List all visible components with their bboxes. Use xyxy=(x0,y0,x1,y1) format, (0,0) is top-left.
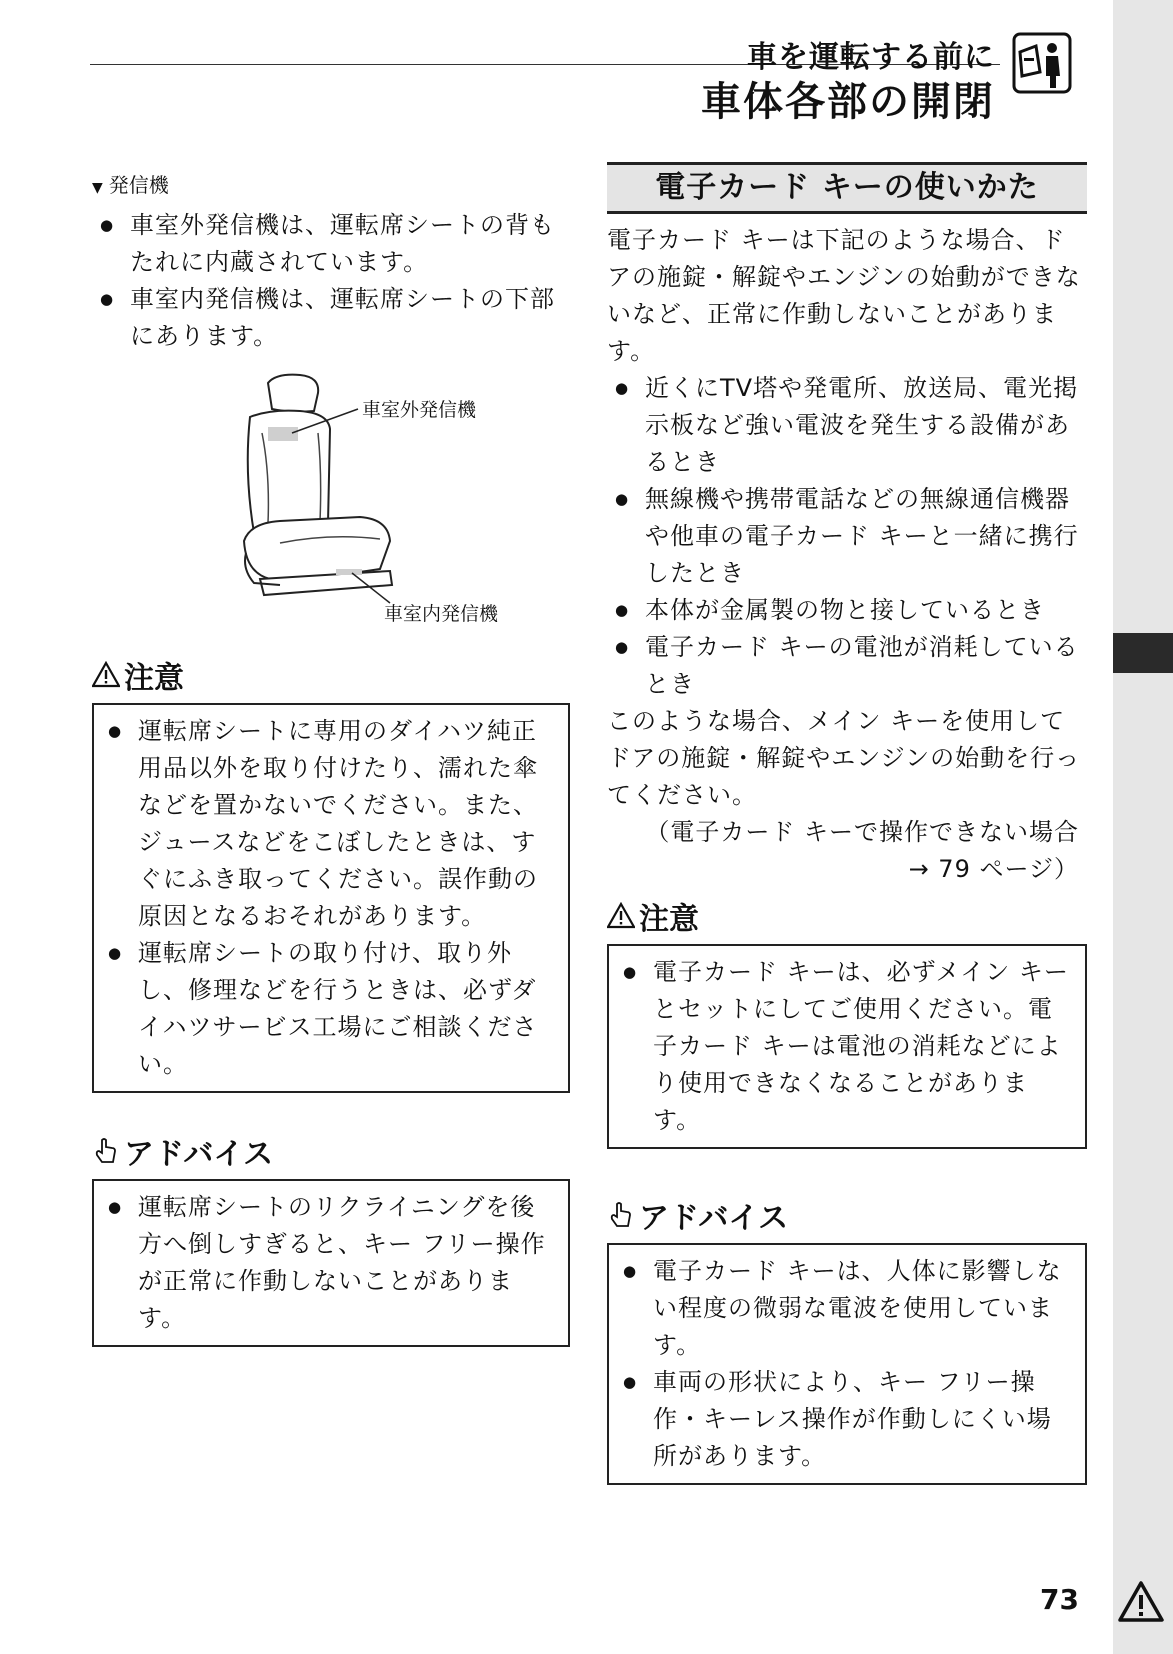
advice-item: ● 運転席シートのリクライニングを後方へ倒しすぎると、キー フリー操作が正常に作動しないことがあります。 xyxy=(100,1189,558,1337)
pointing-hand-icon xyxy=(92,1137,120,1165)
transmitter-subheading: ▼ 発信機 xyxy=(92,173,169,197)
triangle-down-icon: ▼ xyxy=(92,180,103,196)
pointing-hand-icon xyxy=(607,1201,635,1229)
advice-item: ● 車両の形状により、キー フリー操作・キーレス操作が作動しにくい場所があります。 xyxy=(615,1364,1075,1475)
warning-icon xyxy=(607,902,635,930)
caution-item: ● 電子カード キーは、必ずメイン キーとセットにしてご使用ください。電子カード キーは電池の消耗などにより使用できなくなることがあります。 xyxy=(615,954,1075,1139)
advice-heading: アドバイス xyxy=(607,1193,1087,1237)
header-subtitle: 車を運転する前に xyxy=(747,40,995,75)
advice-heading: アドバイス xyxy=(92,1129,570,1173)
caution-heading: 注意 xyxy=(607,894,1087,938)
inner-transmitter-label: 車室内発信機 xyxy=(384,603,499,625)
list-item: ● 無線機や携帯電話などの無線通信機器や他車の電子カード キーと一緒に携行したとき xyxy=(607,481,1087,592)
page-number: 73 xyxy=(1040,1583,1079,1616)
advice-box xyxy=(607,1243,1087,1485)
outro-paragraph: このような場合、メイン キーを使用してドアの施錠・解錠やエンジンの始動を行ってください。 xyxy=(607,707,1081,809)
left-column xyxy=(92,170,570,1347)
right-column xyxy=(607,162,1087,1485)
warning-index-icon[interactable] xyxy=(1118,1580,1164,1624)
caution-item: ● 運転席シートの取り付け、取り外し、修理などを行うときは、必ずダイハツサービス工場にご相談ください。 xyxy=(100,935,558,1083)
warning-icon xyxy=(92,661,120,689)
list-item: ● 電子カード キーの電池が消耗しているとき xyxy=(607,629,1087,703)
intro-paragraph: 電子カード キーは下記のような場合、ドアの施錠・解錠やエンジンの始動ができないなど、正常に作動しないことがあります。 xyxy=(607,226,1081,365)
list-item: ● 車室内発信機は、運転席シートの下部にあります。 xyxy=(92,281,570,355)
caution-box xyxy=(607,944,1087,1149)
advice-box xyxy=(92,1179,570,1347)
side-strip xyxy=(1113,0,1173,1654)
caution-box xyxy=(92,703,570,1093)
chapter-tab[interactable] xyxy=(1113,633,1173,673)
page-title: 車体各部の開閉 xyxy=(701,79,995,125)
caution-heading: 注意 xyxy=(92,653,570,697)
outer-transmitter-label: 車室外発信機 xyxy=(362,399,477,421)
car-door-person-icon xyxy=(1012,32,1072,94)
list-item: ● 車室外発信機は、運転席シートの背もたれに内蔵されています。 xyxy=(92,207,570,281)
list-item: ● 本体が金属製の物と接しているとき xyxy=(607,592,1087,629)
seat-figure xyxy=(92,369,570,639)
advice-item: ● 電子カード キーは、人体に影響しない程度の微弱な電波を使用しています。 xyxy=(615,1253,1075,1364)
caution-item: ● 運転席シートに専用のダイハツ純正用品以外を取り付けたり、濡れた傘などを置かないでください。また、ジュースなどをこぼしたときは、すぐにふき取ってください。誤作動の原因となるおそれがあります。 xyxy=(100,713,558,935)
page-reference[interactable]: （電子カード キーで操作できない場合 → 79 ページ） xyxy=(645,818,1079,883)
list-item: ● 近くにTV塔や発電所、放送局、電光掲示板など強い電波を発生する設備があるとき xyxy=(607,370,1087,481)
section-title: 電子カード キーの使いかた xyxy=(607,162,1087,214)
